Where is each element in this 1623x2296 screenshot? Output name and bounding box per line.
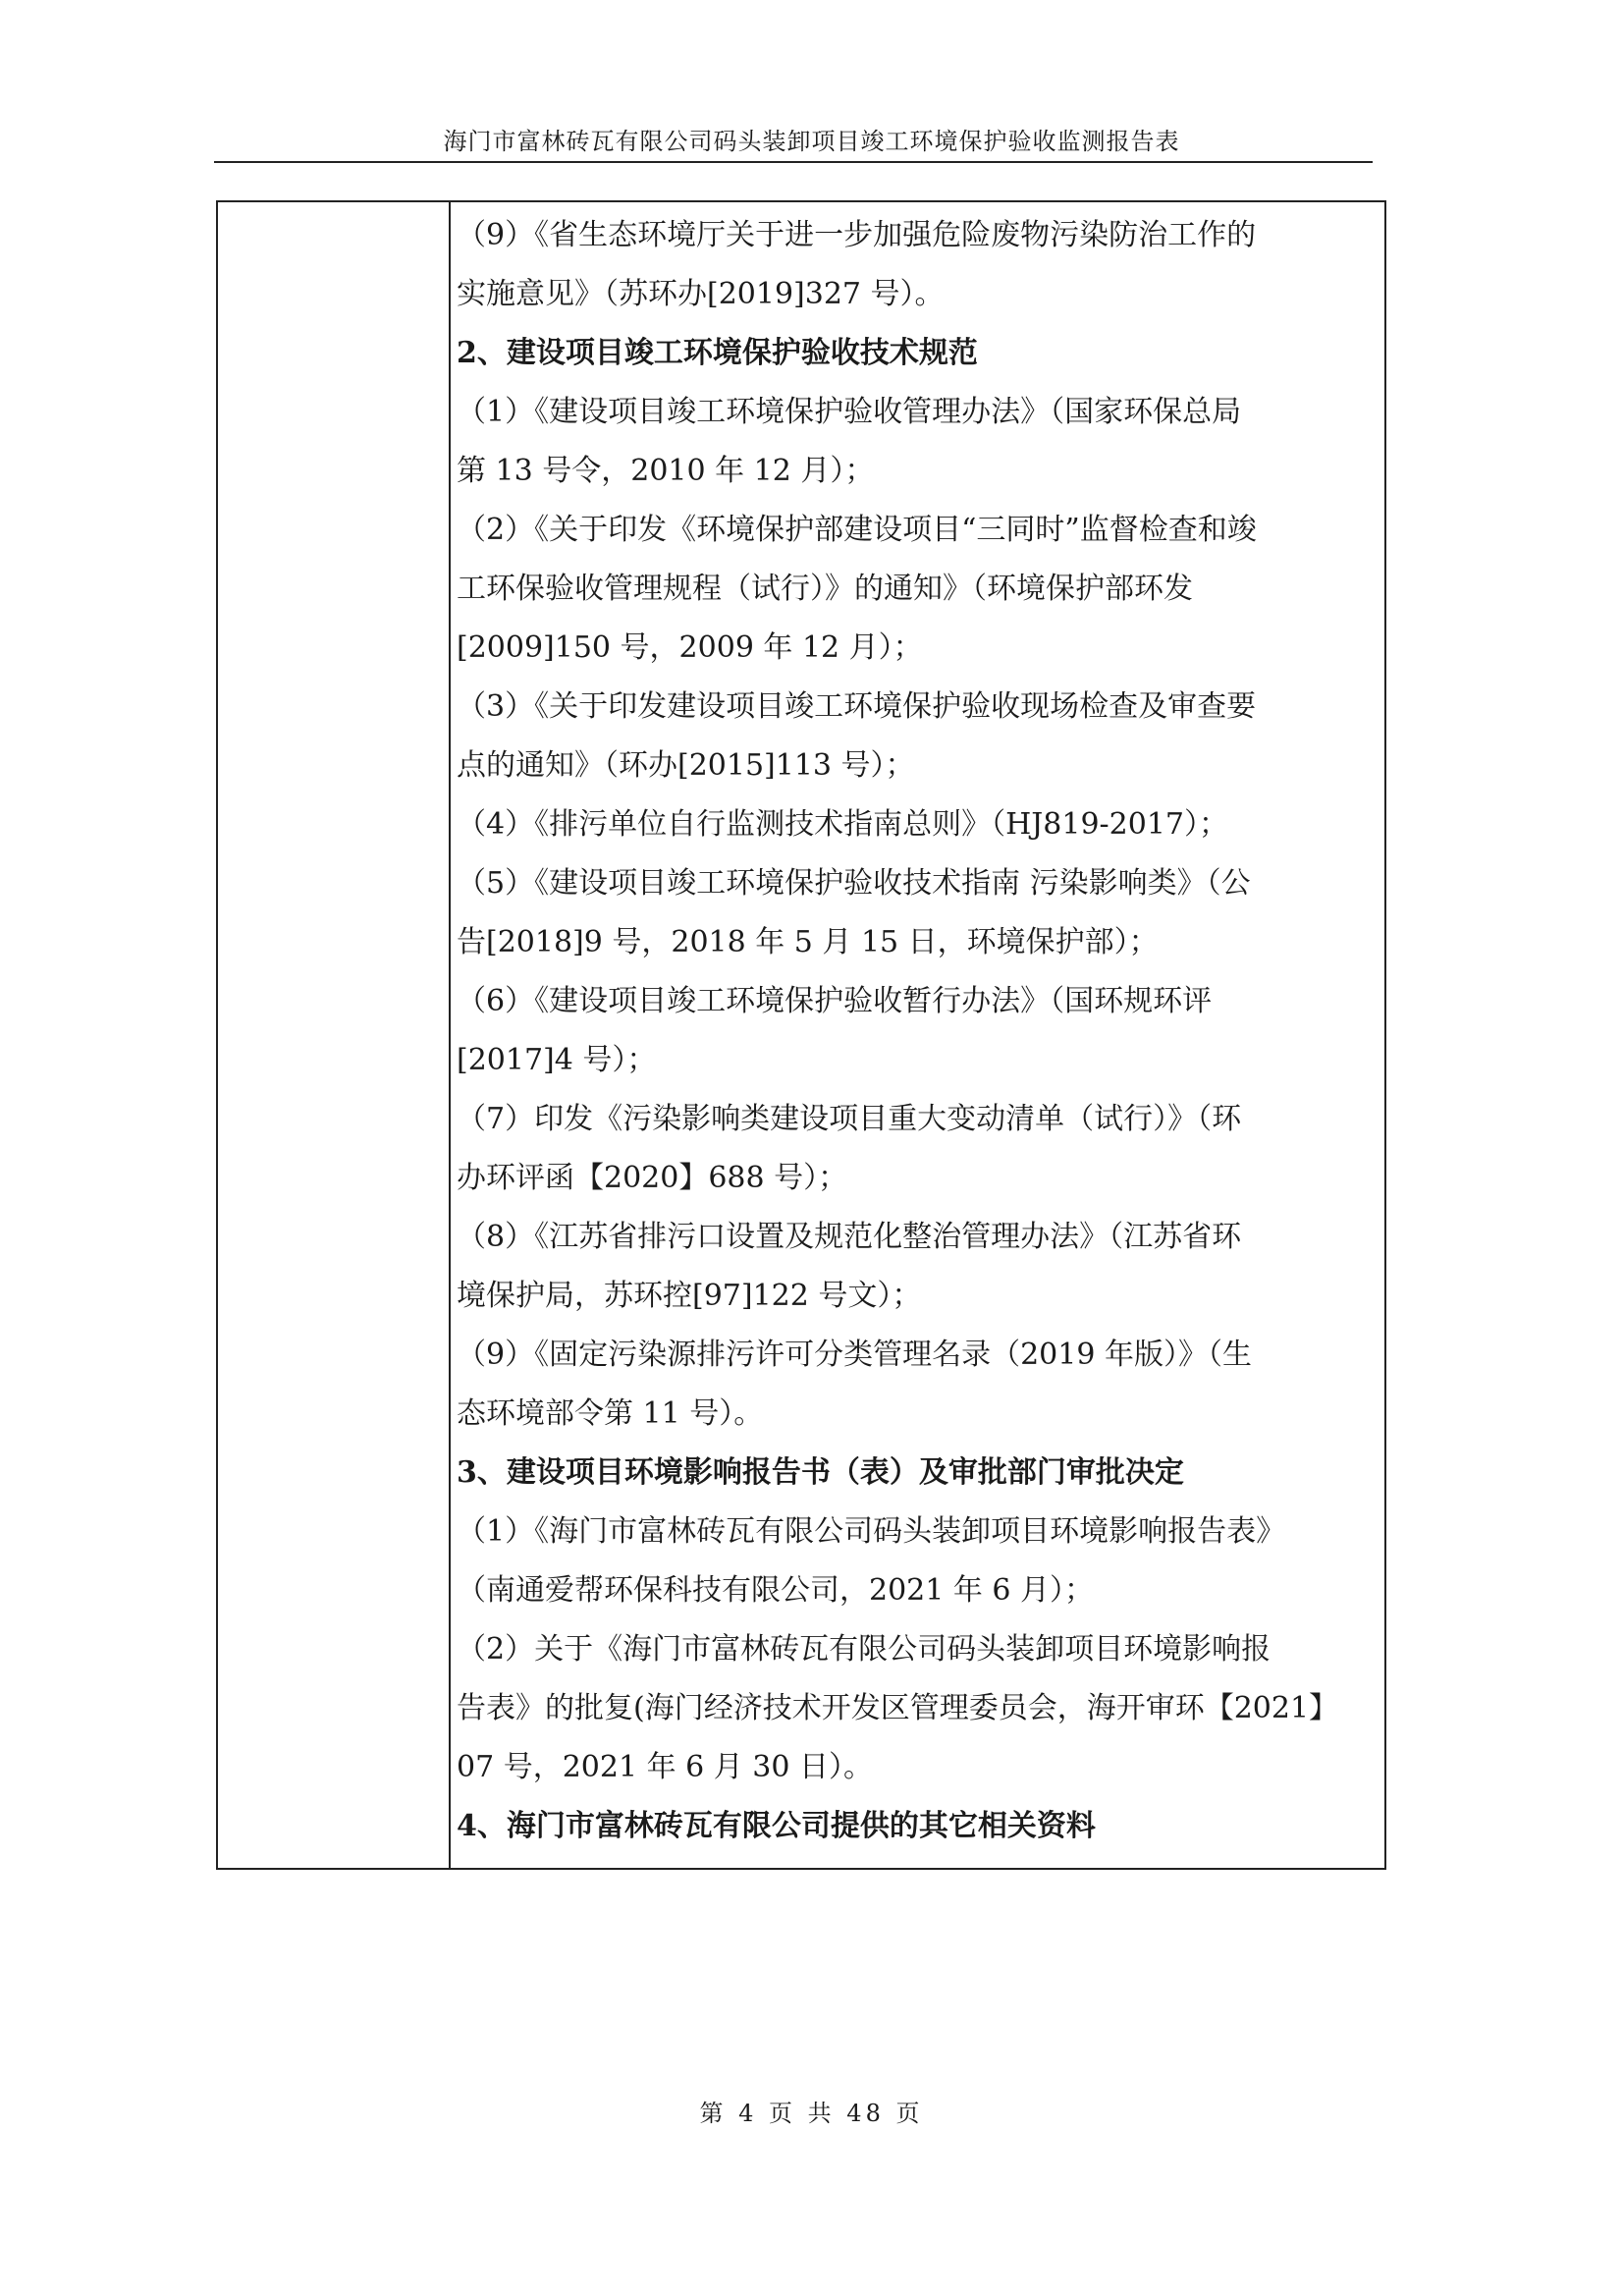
text-line: [2017]4 号）； <box>457 1043 657 1077</box>
text-line: （4）《排污单位自行监测技术指南总则》（HJ819-2017）； <box>457 807 1229 842</box>
text-line: 境保护局，苏环控[97]122 号文）； <box>457 1279 922 1313</box>
page-header-title: 海门市富林砖瓦有限公司码头装卸项目竣工环境保护验收监测报告表 <box>443 128 1180 155</box>
header-divider <box>214 161 1373 163</box>
table-content-cell <box>457 206 1381 1856</box>
text-line: （2）《关于印发《环境保护部建设项目“三同时”监督检查和竣 <box>457 513 1257 547</box>
text-line: （1）《建设项目竣工环境保护验收管理办法》（国家环保总局 <box>457 395 1242 429</box>
text-line: 告表》的批复(海门经济技术开发区管理委员会，海开审环【2021】 <box>457 1691 1339 1725</box>
text-line: （9）《固定污染源排污许可分类管理名录（2019 年版）》（生 <box>457 1338 1252 1372</box>
content-table <box>216 200 1386 1870</box>
text-line: （1）《海门市富林砖瓦有限公司码头装卸项目环境影响报告表》 <box>457 1514 1286 1549</box>
text-line: （2）关于《海门市富林砖瓦有限公司码头装卸项目环境影响报 <box>457 1632 1271 1667</box>
text-line: 态环境部令第 11 号）。 <box>457 1396 764 1431</box>
text-line: 告[2018]9 号，2018 年 5 月 15 日，环境保护部）； <box>457 925 1159 959</box>
text-line: 实施意见》（苏环办[2019]327 号）。 <box>457 277 945 311</box>
text-line: （南通爱帮环保科技有限公司，2021 年 6 月）； <box>457 1573 1095 1608</box>
text-line: 办环评函【2020】688 号）； <box>457 1161 848 1195</box>
page-number: 第 4 页 共 48 页 <box>699 2100 924 2127</box>
section-heading: 2、建设项目竣工环境保护验收技术规范 <box>457 336 978 370</box>
text-line: （3）《关于印发建设项目竣工环境保护验收现场检查及审查要 <box>457 689 1257 724</box>
text-line: 工环保验收管理规程（试行）》的通知》（环境保护部环发 <box>457 572 1193 606</box>
text-line: （5）《建设项目竣工环境保护验收技术指南 污染影响类》（公 <box>457 866 1251 901</box>
text-line: 07 号，2021 年 6 月 30 日）。 <box>457 1750 873 1784</box>
text-line: [2009]150 号，2009 年 12 月）； <box>457 630 923 665</box>
text-line: （9）《省生态环境厅关于进一步加强危险废物污染防治工作的 <box>457 218 1257 252</box>
table-left-column <box>218 202 451 1868</box>
text-line: （6）《建设项目竣工环境保护验收暂行办法》（国环规环评 <box>457 984 1213 1018</box>
text-line: （8）《江苏省排污口设置及规范化整治管理办法》（江苏省环 <box>457 1220 1242 1254</box>
text-line: （7）印发《污染影响类建设项目重大变动清单（试行）》（环 <box>457 1102 1242 1136</box>
section-heading: 4、海门市富林砖瓦有限公司提供的其它相关资料 <box>457 1809 1096 1843</box>
text-line: 第 13 号令，2010 年 12 月）； <box>457 454 875 488</box>
text-line: 点的通知》（环办[2015]113 号）； <box>457 748 915 783</box>
section-heading: 3、建设项目环境影响报告书（表）及审批部门审批决定 <box>457 1455 1184 1490</box>
